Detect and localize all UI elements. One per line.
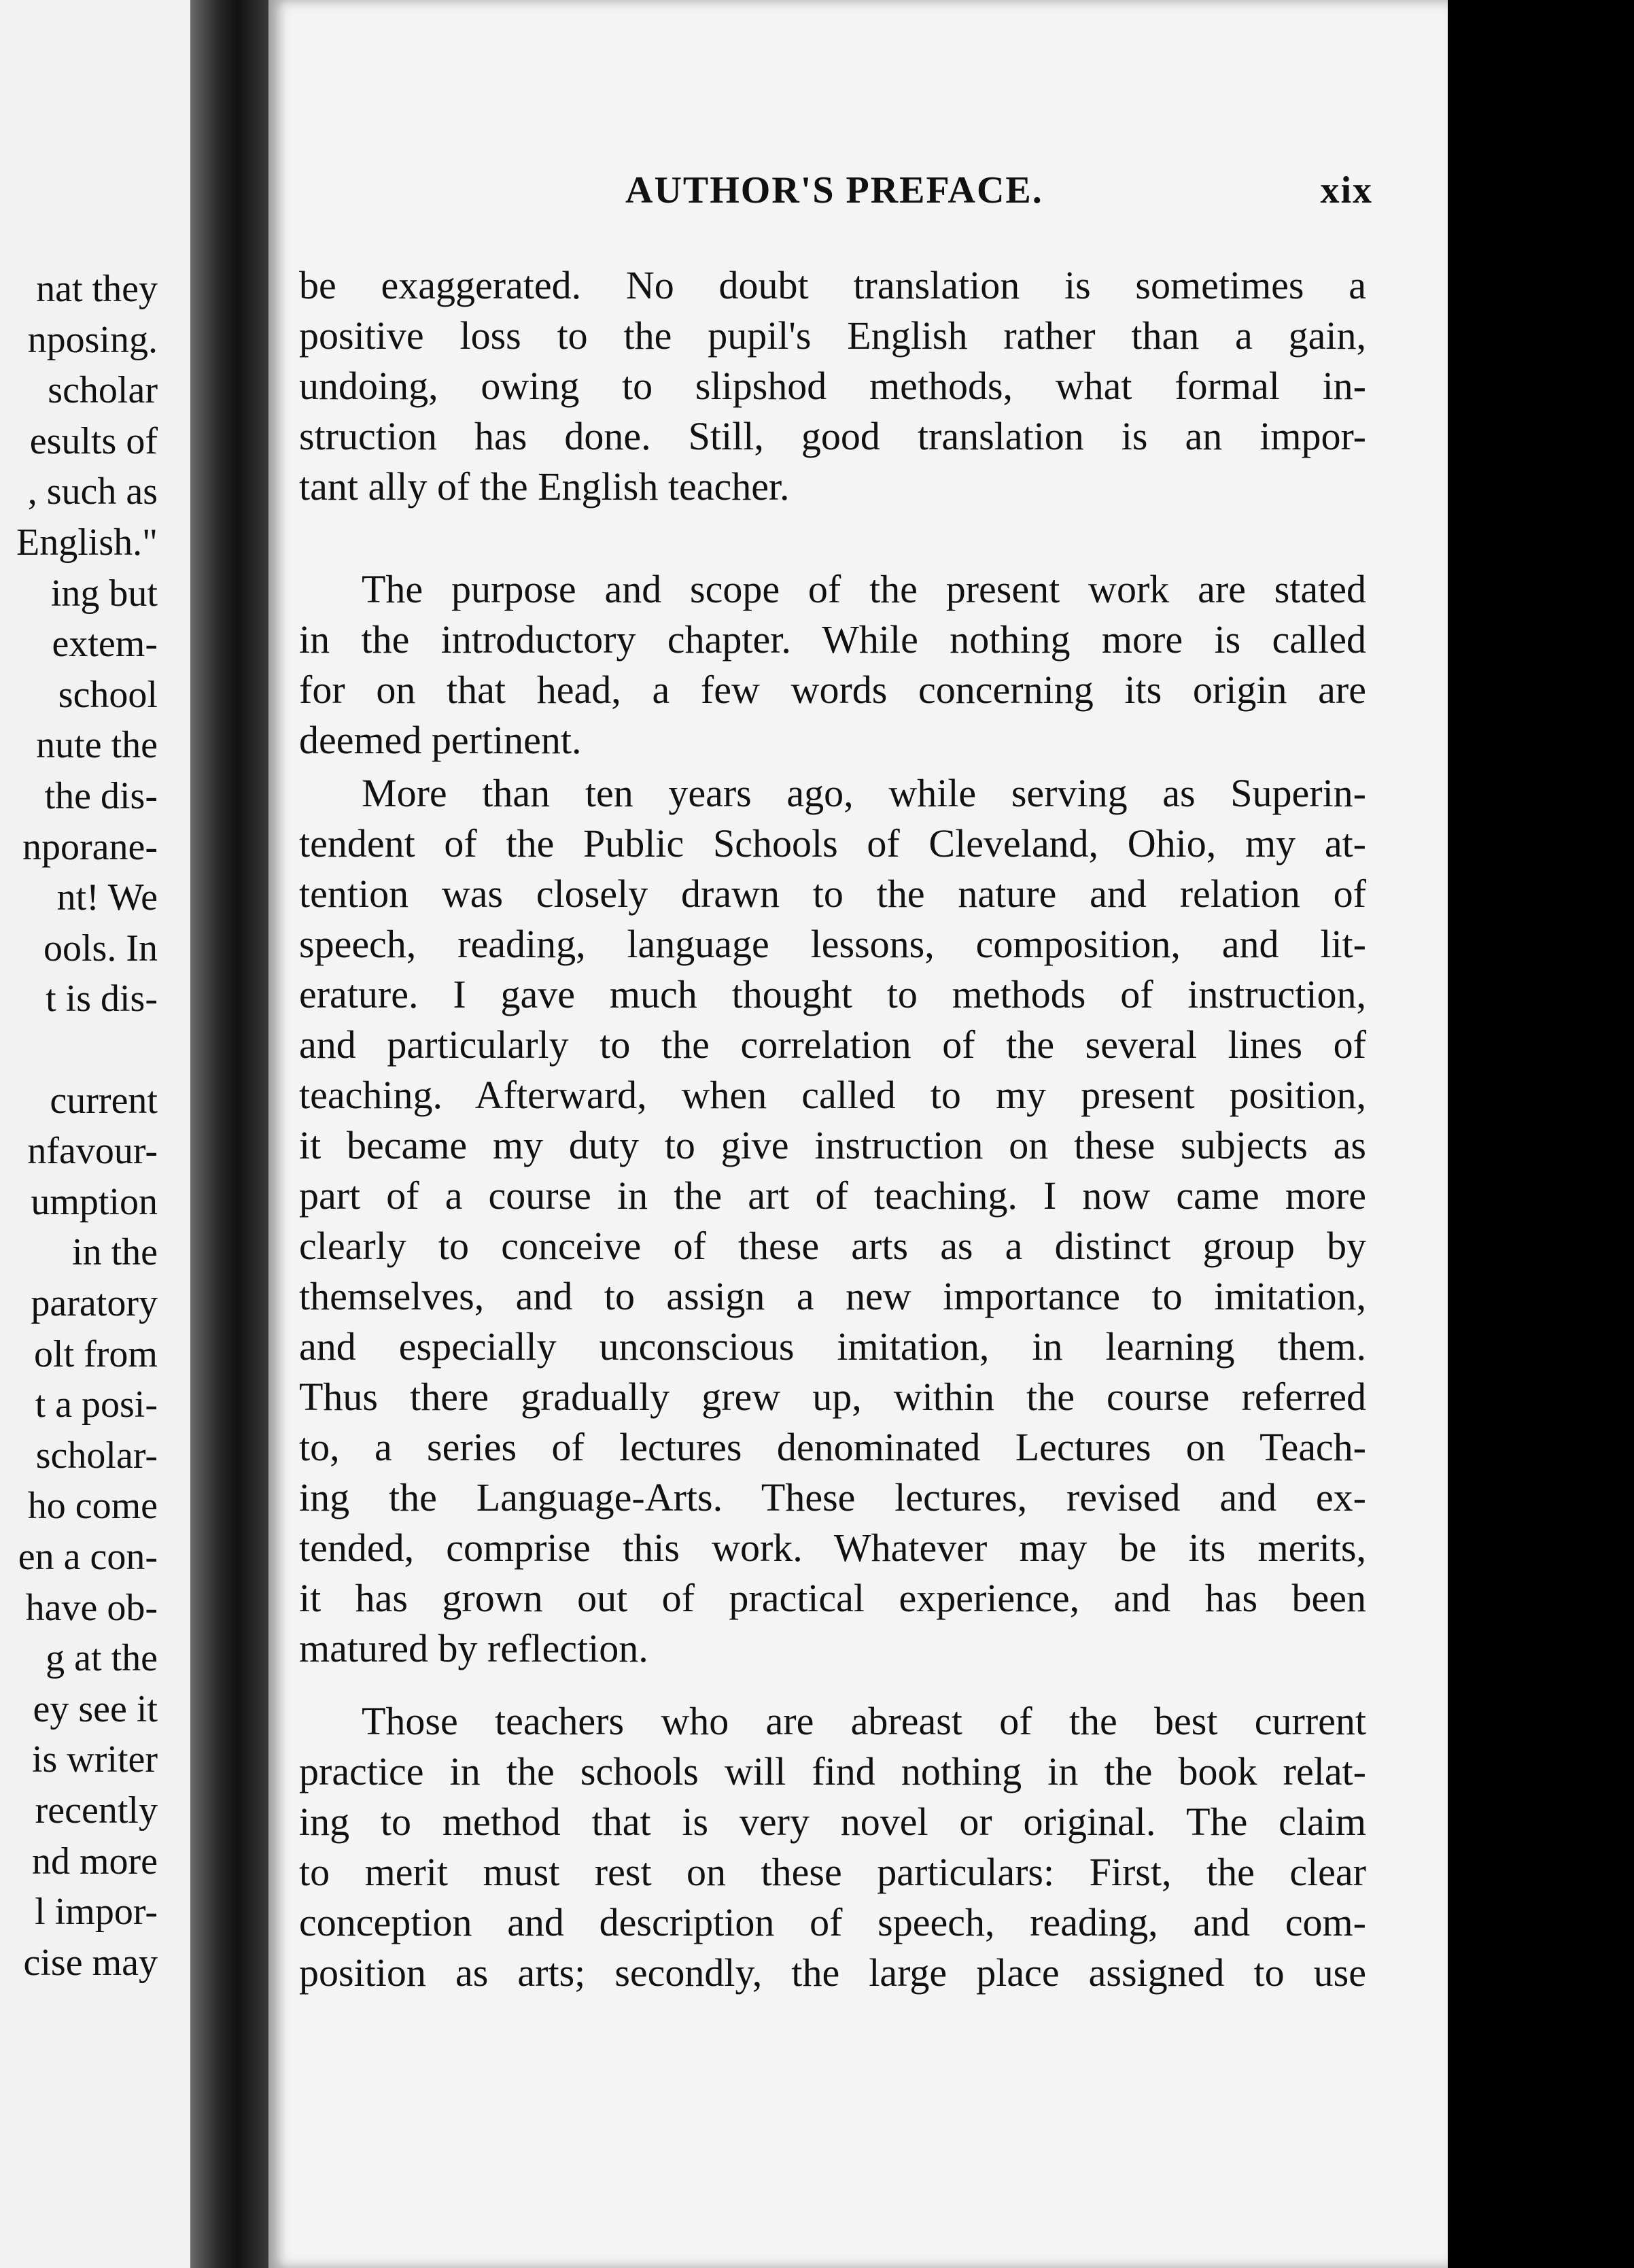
text-line: Thus there gradually grew up, within the course referred (299, 1375, 1366, 1419)
text-line: clearly to conceive of these arts as a distinct group by (299, 1224, 1366, 1268)
text-line: be exaggerated. No doubt translation is sometimes a (299, 263, 1366, 307)
text-line: to merit must rest on these particulars: First, the clear (299, 1850, 1366, 1894)
facing-page-fragment: nt! We (56, 876, 158, 918)
facing-page-fragment: umption (31, 1181, 158, 1223)
facing-page-fragment: scholar- (35, 1434, 158, 1477)
paragraph-2 (299, 564, 1366, 766)
text-line: it became my duty to give instruction on these subjects as (299, 1123, 1366, 1167)
facing-page-fragment: English." (16, 521, 158, 564)
facing-page-fragment: esults of (29, 420, 158, 462)
text-line: and particularly to the correlation of the several lines of (299, 1023, 1366, 1067)
facing-page-fragment: ing but (50, 572, 158, 615)
facing-page-fragment: olt from (34, 1333, 158, 1375)
scan-background (1448, 0, 1634, 2268)
text-line: part of a course in the art of teaching. I now came more (299, 1173, 1366, 1218)
page-number: xix (1320, 169, 1373, 211)
text-line: teaching. Afterward, when called to my present position, (299, 1073, 1366, 1117)
text-line: More than ten years ago, while serving as Superin- (362, 771, 1366, 815)
facing-page-left (0, 0, 197, 2268)
facing-page-fragment: nfavour- (27, 1130, 158, 1172)
facing-page-fragment: nat they (36, 268, 158, 310)
facing-page-fragment: l impor- (35, 1891, 158, 1933)
text-line: tant ally of the English teacher. (299, 464, 790, 509)
paragraph-4 (299, 1696, 1366, 1998)
text-line: struction has done. Still, good translation is an impor- (299, 414, 1366, 458)
text-line: Those teachers who are abreast of the best current (362, 1699, 1366, 1743)
text-line: and especially unconscious imitation, in learning them. (299, 1324, 1366, 1369)
facing-page-fragment: in the (72, 1231, 158, 1273)
facing-page-fragment: nposing. (27, 319, 158, 361)
book-gutter-shadow (190, 0, 268, 2268)
facing-page-fragment: is writer (31, 1738, 158, 1781)
facing-page-fragment: paratory (31, 1282, 158, 1324)
text-line: practice in the schools will find nothing in the book relat- (299, 1749, 1366, 1793)
text-line: ing the Language-Arts. These lectures, revised and ex- (299, 1475, 1366, 1519)
running-head (381, 169, 1373, 223)
text-line: matured by reflection. (299, 1626, 648, 1670)
text-line: tendent of the Public Schools of Cleveland, Ohio, my at- (299, 821, 1366, 865)
text-line: tention was closely drawn to the nature and relation of (299, 872, 1366, 916)
facing-page-fragment: extem- (52, 623, 158, 665)
text-line: in the introductory chapter. While nothing more is called (299, 617, 1366, 662)
facing-page-fragment: ho come (27, 1485, 158, 1527)
text-line: for on that head, a few words concerning its origin are (299, 668, 1366, 712)
text-line: speech, reading, language lessons, composition, and lit- (299, 922, 1366, 966)
paragraph-1 (299, 260, 1366, 512)
facing-page-fragment: scholar (48, 369, 158, 411)
facing-page-fragment: school (58, 674, 158, 716)
facing-page-fragment: ey see it (33, 1688, 158, 1730)
facing-page-fragment: have ob- (25, 1587, 158, 1629)
facing-page-fragment: ools. In (44, 927, 158, 969)
running-head-title: AUTHOR'S PREFACE. (625, 169, 1043, 211)
text-line: positive loss to the pupil's English rather than a gain, (299, 313, 1366, 358)
text-line: position as arts; secondly, the large place assigned to use (299, 1951, 1366, 1995)
facing-page-fragment: recently (35, 1789, 158, 1832)
text-line: ing to method that is very novel or original. The claim (299, 1800, 1366, 1844)
facing-page-fragment: nute the (36, 724, 158, 766)
facing-page-fragment: t is dis- (46, 978, 158, 1020)
text-line: conception and description of speech, reading, and com- (299, 1900, 1366, 1944)
text-line: to, a series of lectures denominated Lectures on Teach- (299, 1425, 1366, 1469)
facing-page-fragment: , such as (27, 470, 158, 513)
facing-page-fragment: t a posi- (35, 1384, 158, 1426)
text-line: The purpose and scope of the present work are stated (362, 567, 1366, 611)
text-line: it has grown out of practical experience, and has been (299, 1576, 1366, 1620)
text-line: themselves, and to assign a new importance to imitation, (299, 1274, 1366, 1318)
text-line: deemed pertinent. (299, 718, 582, 762)
facing-page-fragment: g at the (46, 1637, 158, 1679)
text-line: tended, comprise this work. Whatever may be its merits, (299, 1526, 1366, 1570)
facing-page-fragment: the dis- (44, 775, 158, 817)
facing-page-fragment: en a con- (18, 1536, 158, 1578)
facing-page-fragment: nd more (31, 1840, 158, 1883)
text-line: erature. I gave much thought to methods of instruction, (299, 972, 1366, 1016)
paragraph-3 (299, 768, 1366, 1674)
text-line: undoing, owing to slipshod methods, what formal in- (299, 364, 1366, 408)
facing-page-fragment: current (50, 1080, 158, 1122)
facing-page-fragment: nporane- (22, 826, 158, 868)
facing-page-fragment: cise may (23, 1942, 158, 1984)
